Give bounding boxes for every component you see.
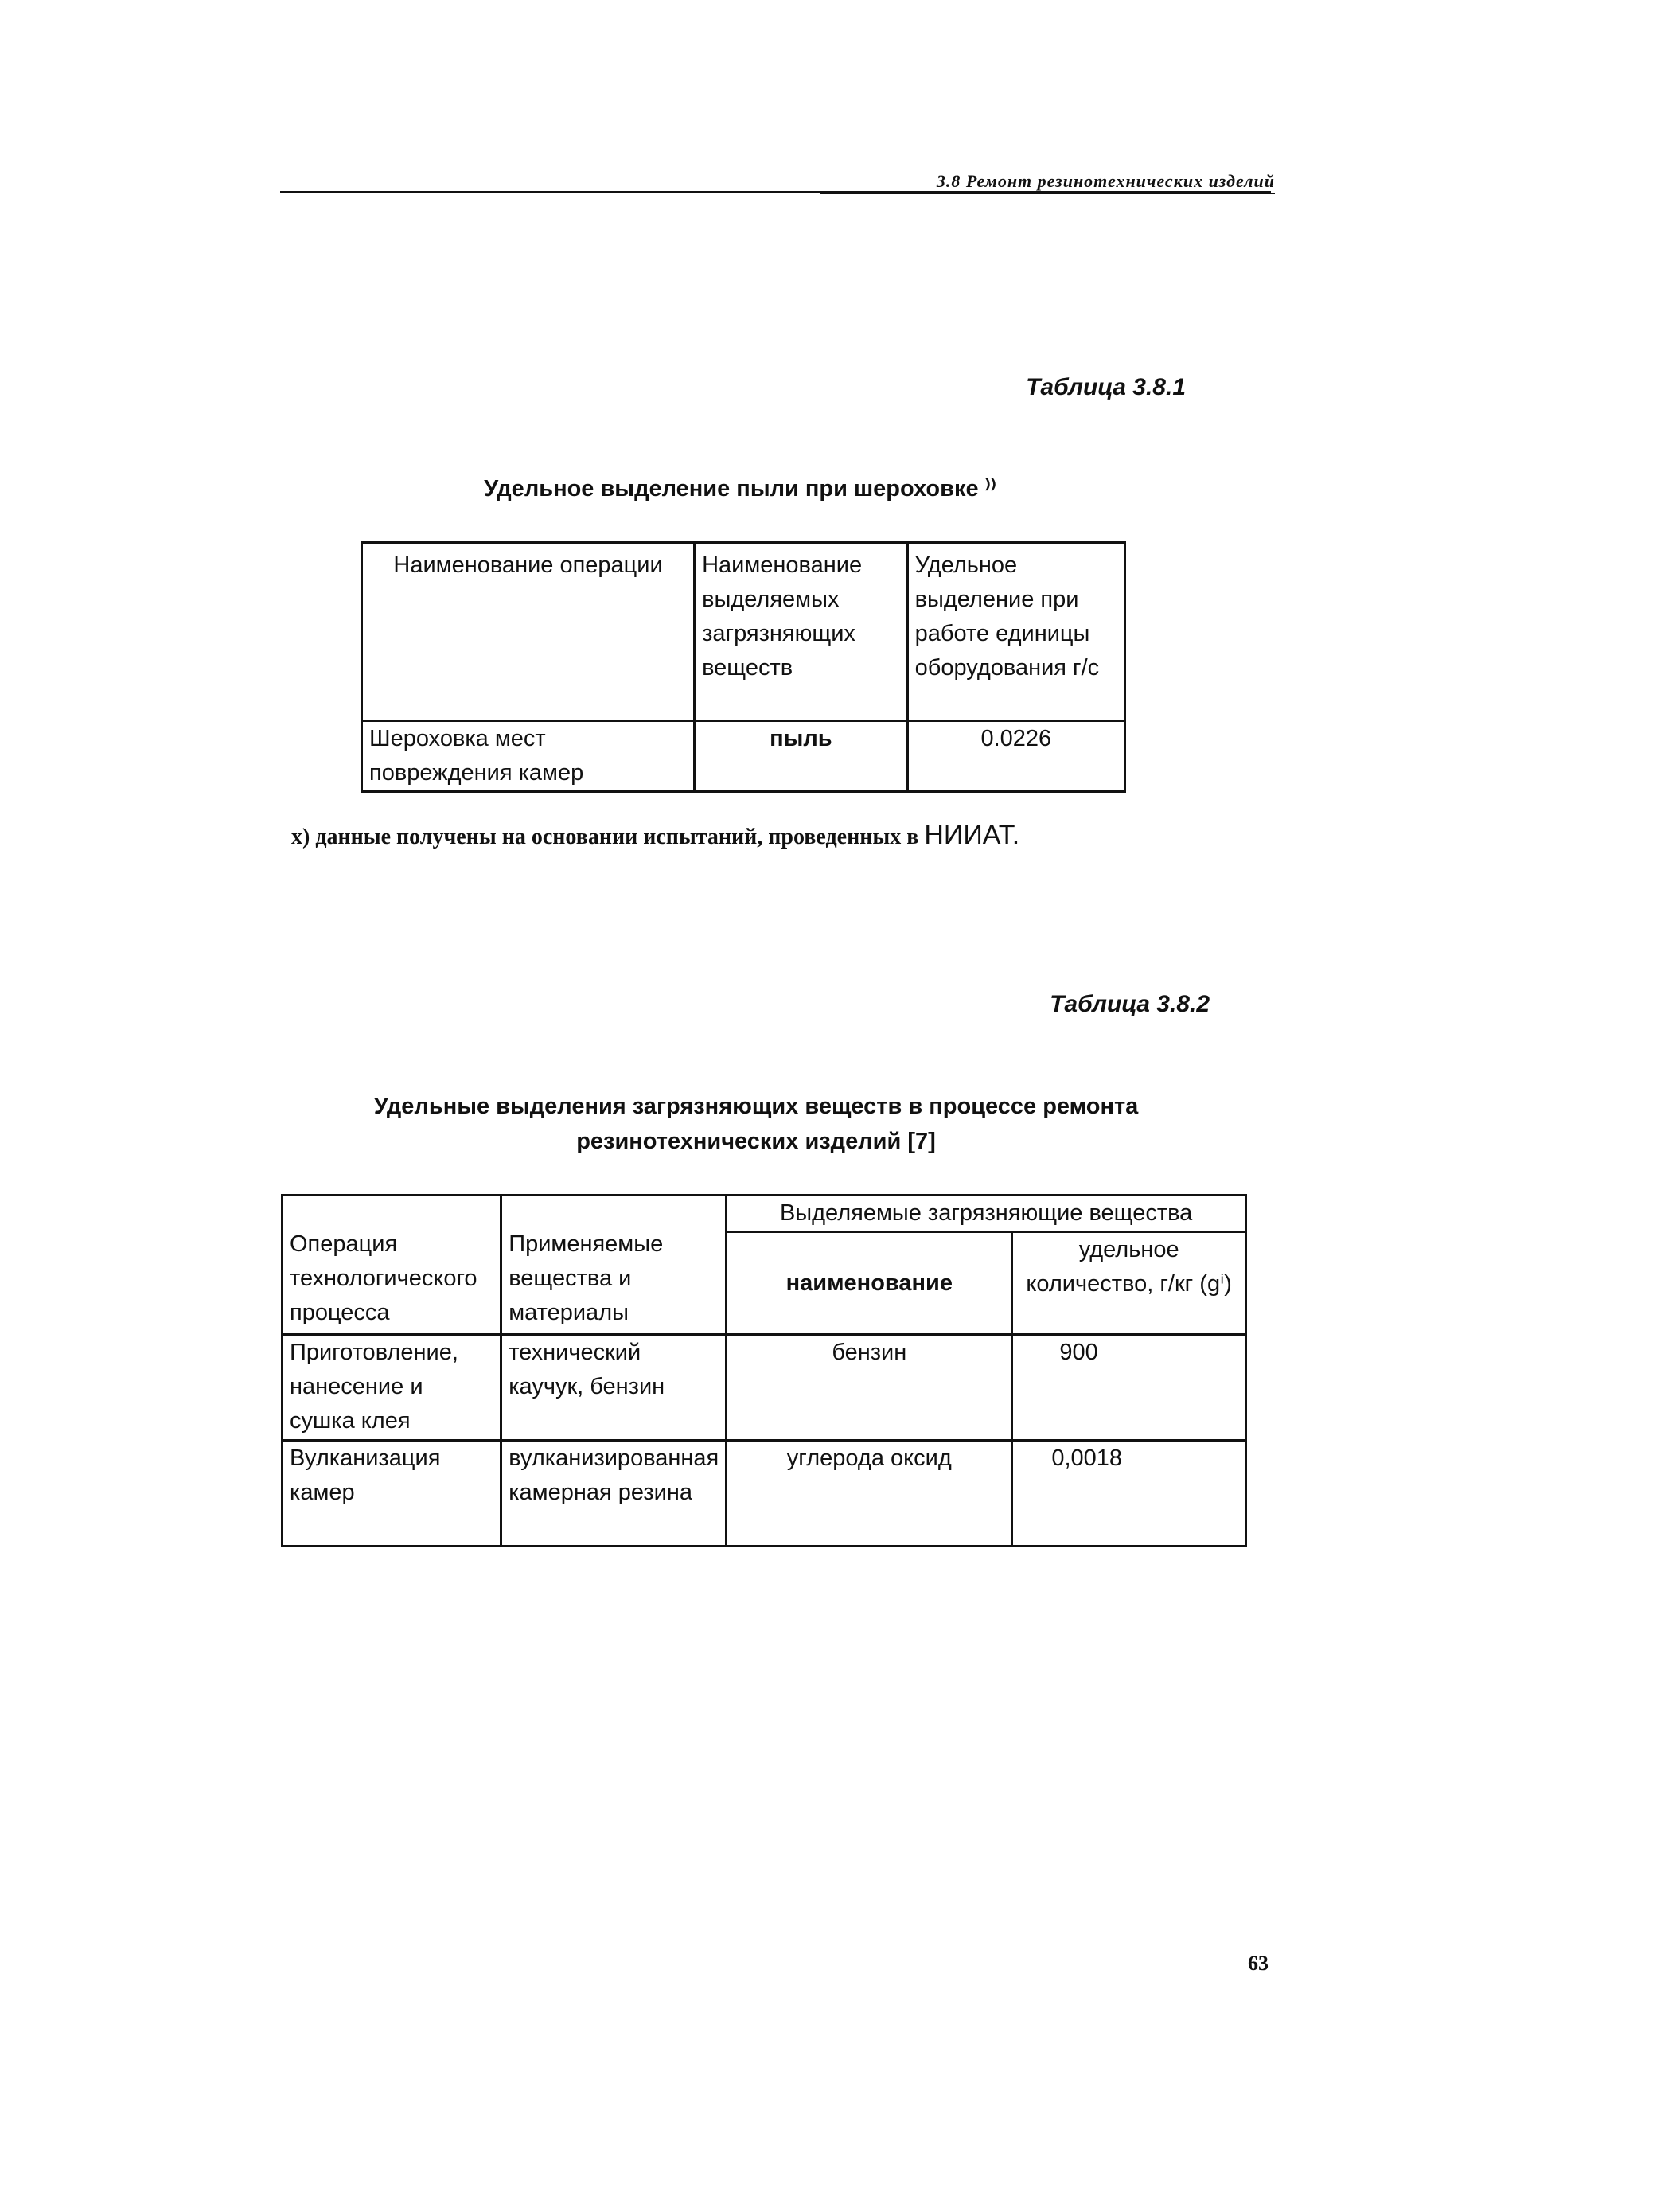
table2-col-operation: Операция технологического процесса	[283, 1196, 501, 1335]
table2-row1-name: бензин	[727, 1335, 1012, 1441]
table-row	[362, 721, 1125, 792]
table-row	[283, 1441, 1246, 1547]
table2-row2-materials: вулканизированная камерная резина	[501, 1441, 727, 1547]
table1-cell-operation: Шероховка мест повреждения камер	[362, 721, 695, 792]
table1-title: Удельное выделение пыли при шероховке ⁾⁾	[484, 476, 996, 501]
table2-row2-name: углерода оксид	[727, 1441, 1012, 1547]
table2-col-amount: удельное количество, г/кг (gⁱ)	[1012, 1232, 1246, 1335]
table2-row1-materials: технический каучук, бензин	[501, 1335, 727, 1441]
table1-col-substance: Наименование выделяемых загрязняющих веществ	[695, 543, 908, 721]
table1-col-operation: Наименование операции	[362, 543, 695, 721]
footnote	[291, 820, 1019, 851]
table2-group-row	[283, 1196, 1246, 1232]
table2-caption: Таблица 3.8.2	[1050, 991, 1210, 1017]
table2-title-line1: Удельные выделения загрязняющих веществ в процессе ремонта	[373, 1094, 1139, 1119]
table1-header-row	[362, 543, 1125, 721]
table2-title-line2: резинотехнических изделий [7]	[576, 1129, 936, 1154]
table2	[281, 1194, 1247, 1547]
table2-col-name: наименование	[727, 1232, 1012, 1335]
table1-cell-value: 0.0226	[907, 721, 1124, 792]
table1-col-value: Удельное выделение при работе единицы оборудования г/с	[907, 543, 1124, 721]
page-number: 63	[1248, 1952, 1269, 1975]
running-header: 3.8 Ремонт резинотехнических изделий	[820, 170, 1275, 194]
table2-group-header: Выделяемые загрязняющие вещества	[727, 1196, 1246, 1232]
table1-caption: Таблица 3.8.1	[1026, 374, 1186, 400]
table2-row1-amount: 900	[1012, 1335, 1246, 1441]
table1-cell-substance: пыль	[695, 721, 908, 792]
table1	[361, 541, 1126, 793]
table-row	[283, 1335, 1246, 1441]
table2-row2-operation: Вулканизация камер	[283, 1441, 501, 1547]
table2-row2-amount: 0,0018	[1012, 1441, 1246, 1547]
footnote-text: х) данные получены на основании испытаний, проведенных в	[291, 825, 919, 849]
table2-col-materials: Применяемые вещества и материалы	[501, 1196, 727, 1335]
footnote-org: НИИАТ.	[924, 820, 1020, 850]
table2-row1-operation: Приготовление, нанесение и сушка клея	[283, 1335, 501, 1441]
table2-title	[271, 1089, 1241, 1159]
